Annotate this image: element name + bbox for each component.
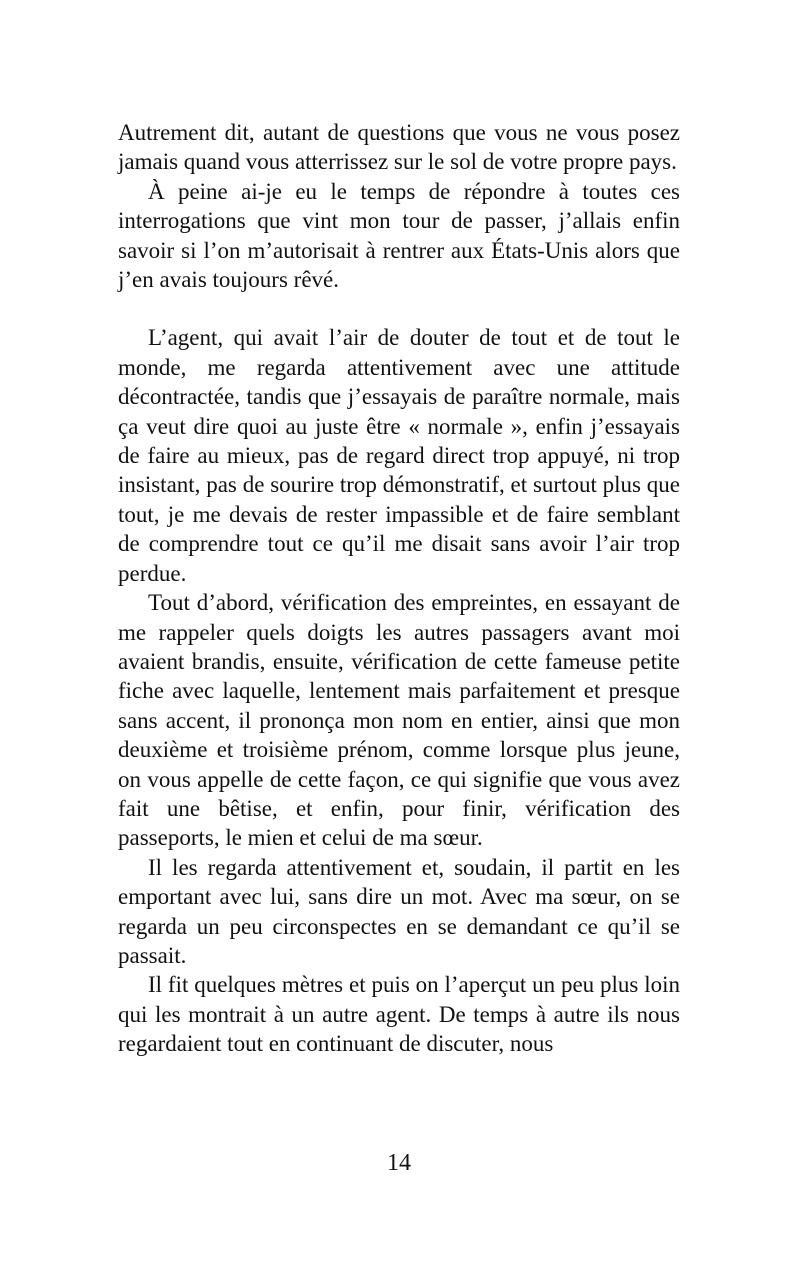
paragraph: Autrement dit, autant de questions que vous ne vous posez jamais quand vous atterrissez sur le sol de votre propre pays. <box>118 120 680 175</box>
paragraph: Tout d’abord, vérification des empreintes, en essayant de me rappeler quels doigts les autres passagers avant moi avaient brandis, ensuite, vérification de cette fameuse petite fiche avec laquelle, lentement mais parfaitement et presque sans accent, il prononça mon nom en entier, ainsi que mon deuxième et troisième prénom, comme lorsque plus jeune, on vous appelle de cette façon, ce qui signifie que vous avez fait une bêtise, et enfin, pour finir, vérification des passeports, le mien et celui de ma sœur. <box>118 590 680 851</box>
paragraph: Il les regarda attentivement et, soudain, il partit en les emportant avec lui, sans dire un mot. Avec ma sœur, on se regarda un peu circonspectes en se demandant ce qu’il se passait. <box>118 854 680 968</box>
paragraph: L’agent, qui avait l’air de douter de tout et de tout le monde, me regarda attentivement avec une attitude décontractée, tandis que j’essayais de paraître normale, mais ça veut dire quoi au juste être « normale », enfin j’essayais de faire au mieux, pas de regard direct trop appuyé, ni trop insistant, pas de sourire trop démonstratif, et surtout plus que tout, je me devais de rester impassible et de faire semblant de comprendre tout ce qu’il me disait sans avoir l’air trop perdue. <box>118 325 680 586</box>
page-number: 14 <box>387 1150 411 1176</box>
section-break <box>118 294 680 323</box>
body-text <box>118 118 680 1059</box>
paragraph: À peine ai-je eu le temps de répondre à toutes ces interrogations que vint mon tour de passer, j’allais enfin savoir si l’on m’autorisait à rentrer aux États-Unis alors que j’en avais toujours rêvé. <box>118 178 680 293</box>
paragraph: Il fit quelques mètres et puis on l’aperçut un peu plus loin qui les montrait à un autre agent. De temps à autre ils nous regardaient tout en continuant de discuter, nous <box>118 972 680 1057</box>
